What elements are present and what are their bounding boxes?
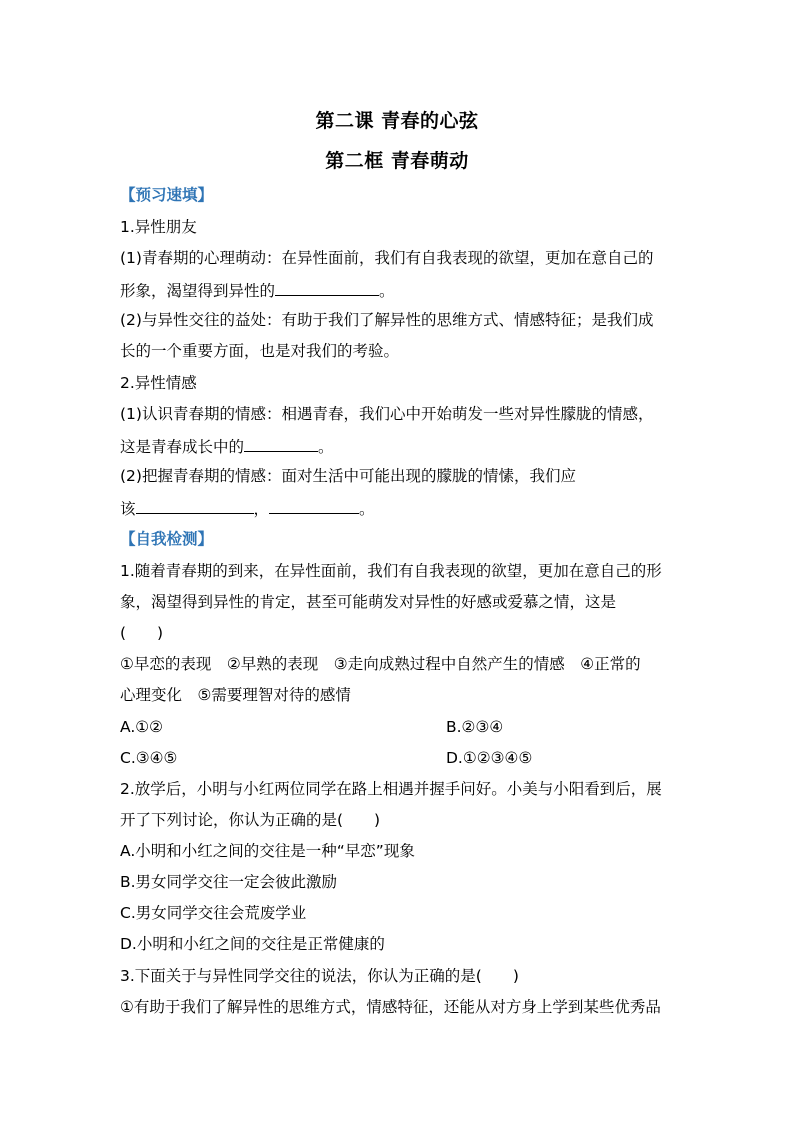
text-segment: ，	[253, 500, 270, 518]
q1-option-c: C.③④⑤	[120, 749, 178, 767]
q2-line2: 开了下列讨论，你认为正确的是( )	[120, 811, 381, 829]
section-title: 第二框 青春萌动	[325, 150, 469, 172]
text-segment: 。	[318, 438, 334, 456]
selfcheck-heading: 【自我检测】	[120, 530, 214, 548]
q2-option-a: A.小明和小红之间的交往是一种“早恋”现象	[120, 842, 415, 860]
preview-item2-title: 2.异性情感	[120, 374, 197, 392]
preview-heading: 【预习速填】	[120, 186, 214, 204]
q3-statement-line1: ①有助于我们了解异性的思维方式，情感特征，还能从对方身上学到某些优秀品	[120, 998, 661, 1016]
fill-in-blank[interactable]	[275, 279, 379, 296]
text-segment: 这是青春成长中的	[120, 438, 245, 456]
preview-item1-title: 1.异性朋友	[120, 218, 197, 236]
preview-item1-p1-line2	[120, 279, 395, 301]
q2-option-b: B.男女同学交往一定会彼此激励	[120, 873, 338, 891]
q1-statements-line2: 心理变化 ⑤需要理智对待的感情	[120, 686, 351, 704]
q1-option-b: B.②③④	[446, 718, 504, 736]
text-segment: 。	[379, 282, 395, 300]
q2-line1: 2.放学后，小明与小红两位同学在路上相遇并握手问好。小美与小阳看到后，展	[120, 780, 662, 798]
lesson-title: 第二课 青春的心弦	[315, 110, 479, 132]
fill-in-blank[interactable]	[136, 497, 254, 514]
fill-in-blank[interactable]	[244, 435, 318, 452]
preview-item2-p1-line2	[120, 435, 334, 457]
q2-option-c: C.男女同学交往会荒废学业	[120, 904, 307, 922]
text-segment: 形象，渴望得到异性的	[120, 282, 276, 300]
q1-option-d: D.①②③④⑤	[446, 749, 533, 767]
preview-item2-p2-line2	[120, 497, 375, 519]
preview-item1-p2-line2: 长的一个重要方面，也是对我们的考验。	[120, 342, 400, 360]
q1-line1: 1.随着青春期的到来，在异性面前，我们有自我表现的欲望，更加在意自己的形	[120, 562, 662, 580]
q3-line1: 3.下面关于与异性同学交往的说法，你认为正确的是( )	[120, 967, 519, 985]
text-segment: 。	[359, 500, 375, 518]
q1-line2: 象，渴望得到异性的肯定，甚至可能萌发对异性的好感或爱慕之情，这是	[120, 593, 617, 611]
preview-item2-p2-line1: (2)把握青春期的情感：面对生活中可能出现的朦胧的情愫，我们应	[120, 467, 576, 485]
q2-option-d: D.小明和小红之间的交往是正常健康的	[120, 935, 385, 953]
q1-option-a: A.①②	[120, 718, 164, 736]
preview-item1-p1-line1: (1)青春期的心理萌动：在异性面前，我们有自我表现的欲望，更加在意自己的	[120, 249, 654, 267]
q1-statements-line1: ①早恋的表现 ②早熟的表现 ③走向成熟过程中自然产生的情感 ④正常的	[120, 655, 641, 673]
preview-item2-p1-line1: (1)认识青春期的情感：相遇青春，我们心中开始萌发一些对异性朦胧的情感，	[120, 405, 654, 423]
text-segment: 该	[120, 500, 136, 518]
q1-line3: ( )	[120, 624, 164, 642]
preview-item1-p2-line1: (2)与异性交往的益处：有助于我们了解异性的思维方式、情感特征；是我们成	[120, 311, 654, 329]
fill-in-blank[interactable]	[269, 497, 359, 514]
